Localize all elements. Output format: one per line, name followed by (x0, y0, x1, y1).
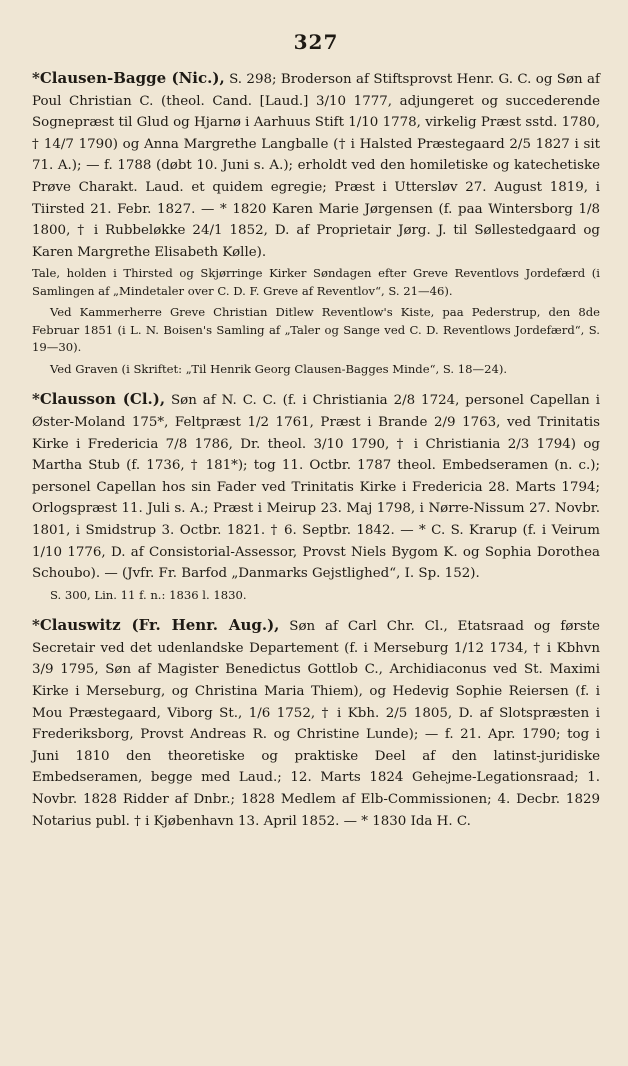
entry-clausen-bagge (32, 68, 600, 263)
entry-headword: *Clausson (Cl.), (32, 390, 166, 409)
note-paragraph: Tale, holden i Thirsted og Skjørringe Kirker Søndagen efter Greve Reventlovs Jordefærd (i Samlingen af „Mindetaler over C. D. F. Greve af Reventlov“, S. 21—46). (32, 266, 600, 298)
entry-notes (32, 587, 600, 605)
entry-headword: *Clauswitz (Fr. Henr. Aug.), (32, 616, 280, 635)
entry-clauswitz (32, 615, 600, 832)
note-paragraph: Ved Graven (i Skriftet: „Til Henrik Georg Clausen-Bagges Minde“, S. 18—24). (50, 361, 508, 376)
page-number: 327 (293, 30, 339, 54)
entry-clausson (32, 389, 600, 584)
note-paragraph: S. 300, Lin. 11 f. n.: 1836 l. 1830. (50, 587, 247, 602)
note-paragraph: Ved Kammerherre Greve Christian Ditlew Reventlow's Kiste, paa Pederstrup, den 8de Februar 1851 (i L. N. Boisen's Samling af „Taler og Sange ved C. D. Reventlows Jordefærd“, S. 19—30). (32, 305, 600, 355)
entry-notes (32, 265, 600, 378)
entry-headword: *Clausen-Bagge (Nic.), (32, 69, 225, 87)
entry-body: Søn af Carl Chr. Cl., Etatsraad og første Secretair ved det udenlandske Departement (f. i Merseburg 1/12 1734, † i Kbhvn 3/9 1795, Søn af Magister Benedictus Gottlob C., Archidiaconus ved St. Maximi Kirke i Merseburg, og Christina Maria Thiem), og Hedevig Sophie Reiersen (f. i Mou Præstegaard, Viborg St., 1/6 1752, † i Kbh. 2/5 1805, D. af Slotspræsten i Frederiksborg, Provst Andreas R. og Christine Lunde); — f. 21. Apr. 1790; tog i Juni 1810 den theoretiske og praktiske Deel af den latinst-juridiske Embedseramen, begge med Laud.; 12. Marts 1824 Gehejme-Legationsraad; 1. Novbr. 1828 Ridder af Dnbr.; 1828 Medlem af Elb-Commissionen; 4. Decbr. 1829 Notarius publ. † i Kjøbenhavn 13. April 1852. — * 1830 Ida H. C. (32, 619, 600, 829)
entry-body: S. 298; Broderson af Stiftsprovst Henr. G. C. og Søn af Poul Christian C. (theol. Cand. [Laud.] 3/10 1777, adjungeret og succederende Sognepræst til Glud og Hjarnø i Aarhuus Stift 1/10 1778, virkelig Præst sstd. 1780, † 14/7 1790) og Anna Margrethe Langballe († i Halsted Præstegaard 2/5 1827 i sit 71. A.); — f. 1788 (døbt 10. Juni s. A.); erholdt ved den homiletiske og katechetiske Prøve Charakt. Laud. et quidem egregie; Præst i Uttersløv 27. August 1819, i Tiirsted 21. Febr. 1827. — * 1820 Karen Marie Jørgensen (f. paa Wintersborg 1/8 1800, † i Rubbeløkke 24/1 1852, D. af Proprietair Jørg. J. til Søllestedgaard og Karen Margrethe Elisabeth Kølle). (32, 72, 600, 260)
entry-body: Søn af N. C. C. (f. i Christiania 2/8 1724, personel Capellan i Øster-Moland 175*, Feltpræst 1/2 1761, Præst i Brande 2/9 1763, ved Trinitatis Kirke i Fredericia 7/8 1786, Dr. theol. 3/10 1790, † i Christiania 2/3 1794) og Martha Stub (f. 1736, † 181*); tog 11. Octbr. 1787 theol. Embedseramen (n. c.); personel Capellan hos sin Fader ved Trinitatis Kirke i Fredericia 28. Marts 1794; Orlogspræst 11. Juli s. A.; Præst i Meirup 23. Maj 1798, i Nørre-Nissum 27. Novbr. 1801, i Smidstrup 3. Octbr. 1821. † 6. Septbr. 1842. — * C. S. Krarup (f. i Veirum 1/10 1776, D. af Consistorial-Assessor, Provst Niels Bygom K. og Sophia Dorothea Schoubo). — (Jvfr. Fr. Barfod „Danmarks Gejstlighed“, I. Sp. 152). (32, 393, 601, 582)
